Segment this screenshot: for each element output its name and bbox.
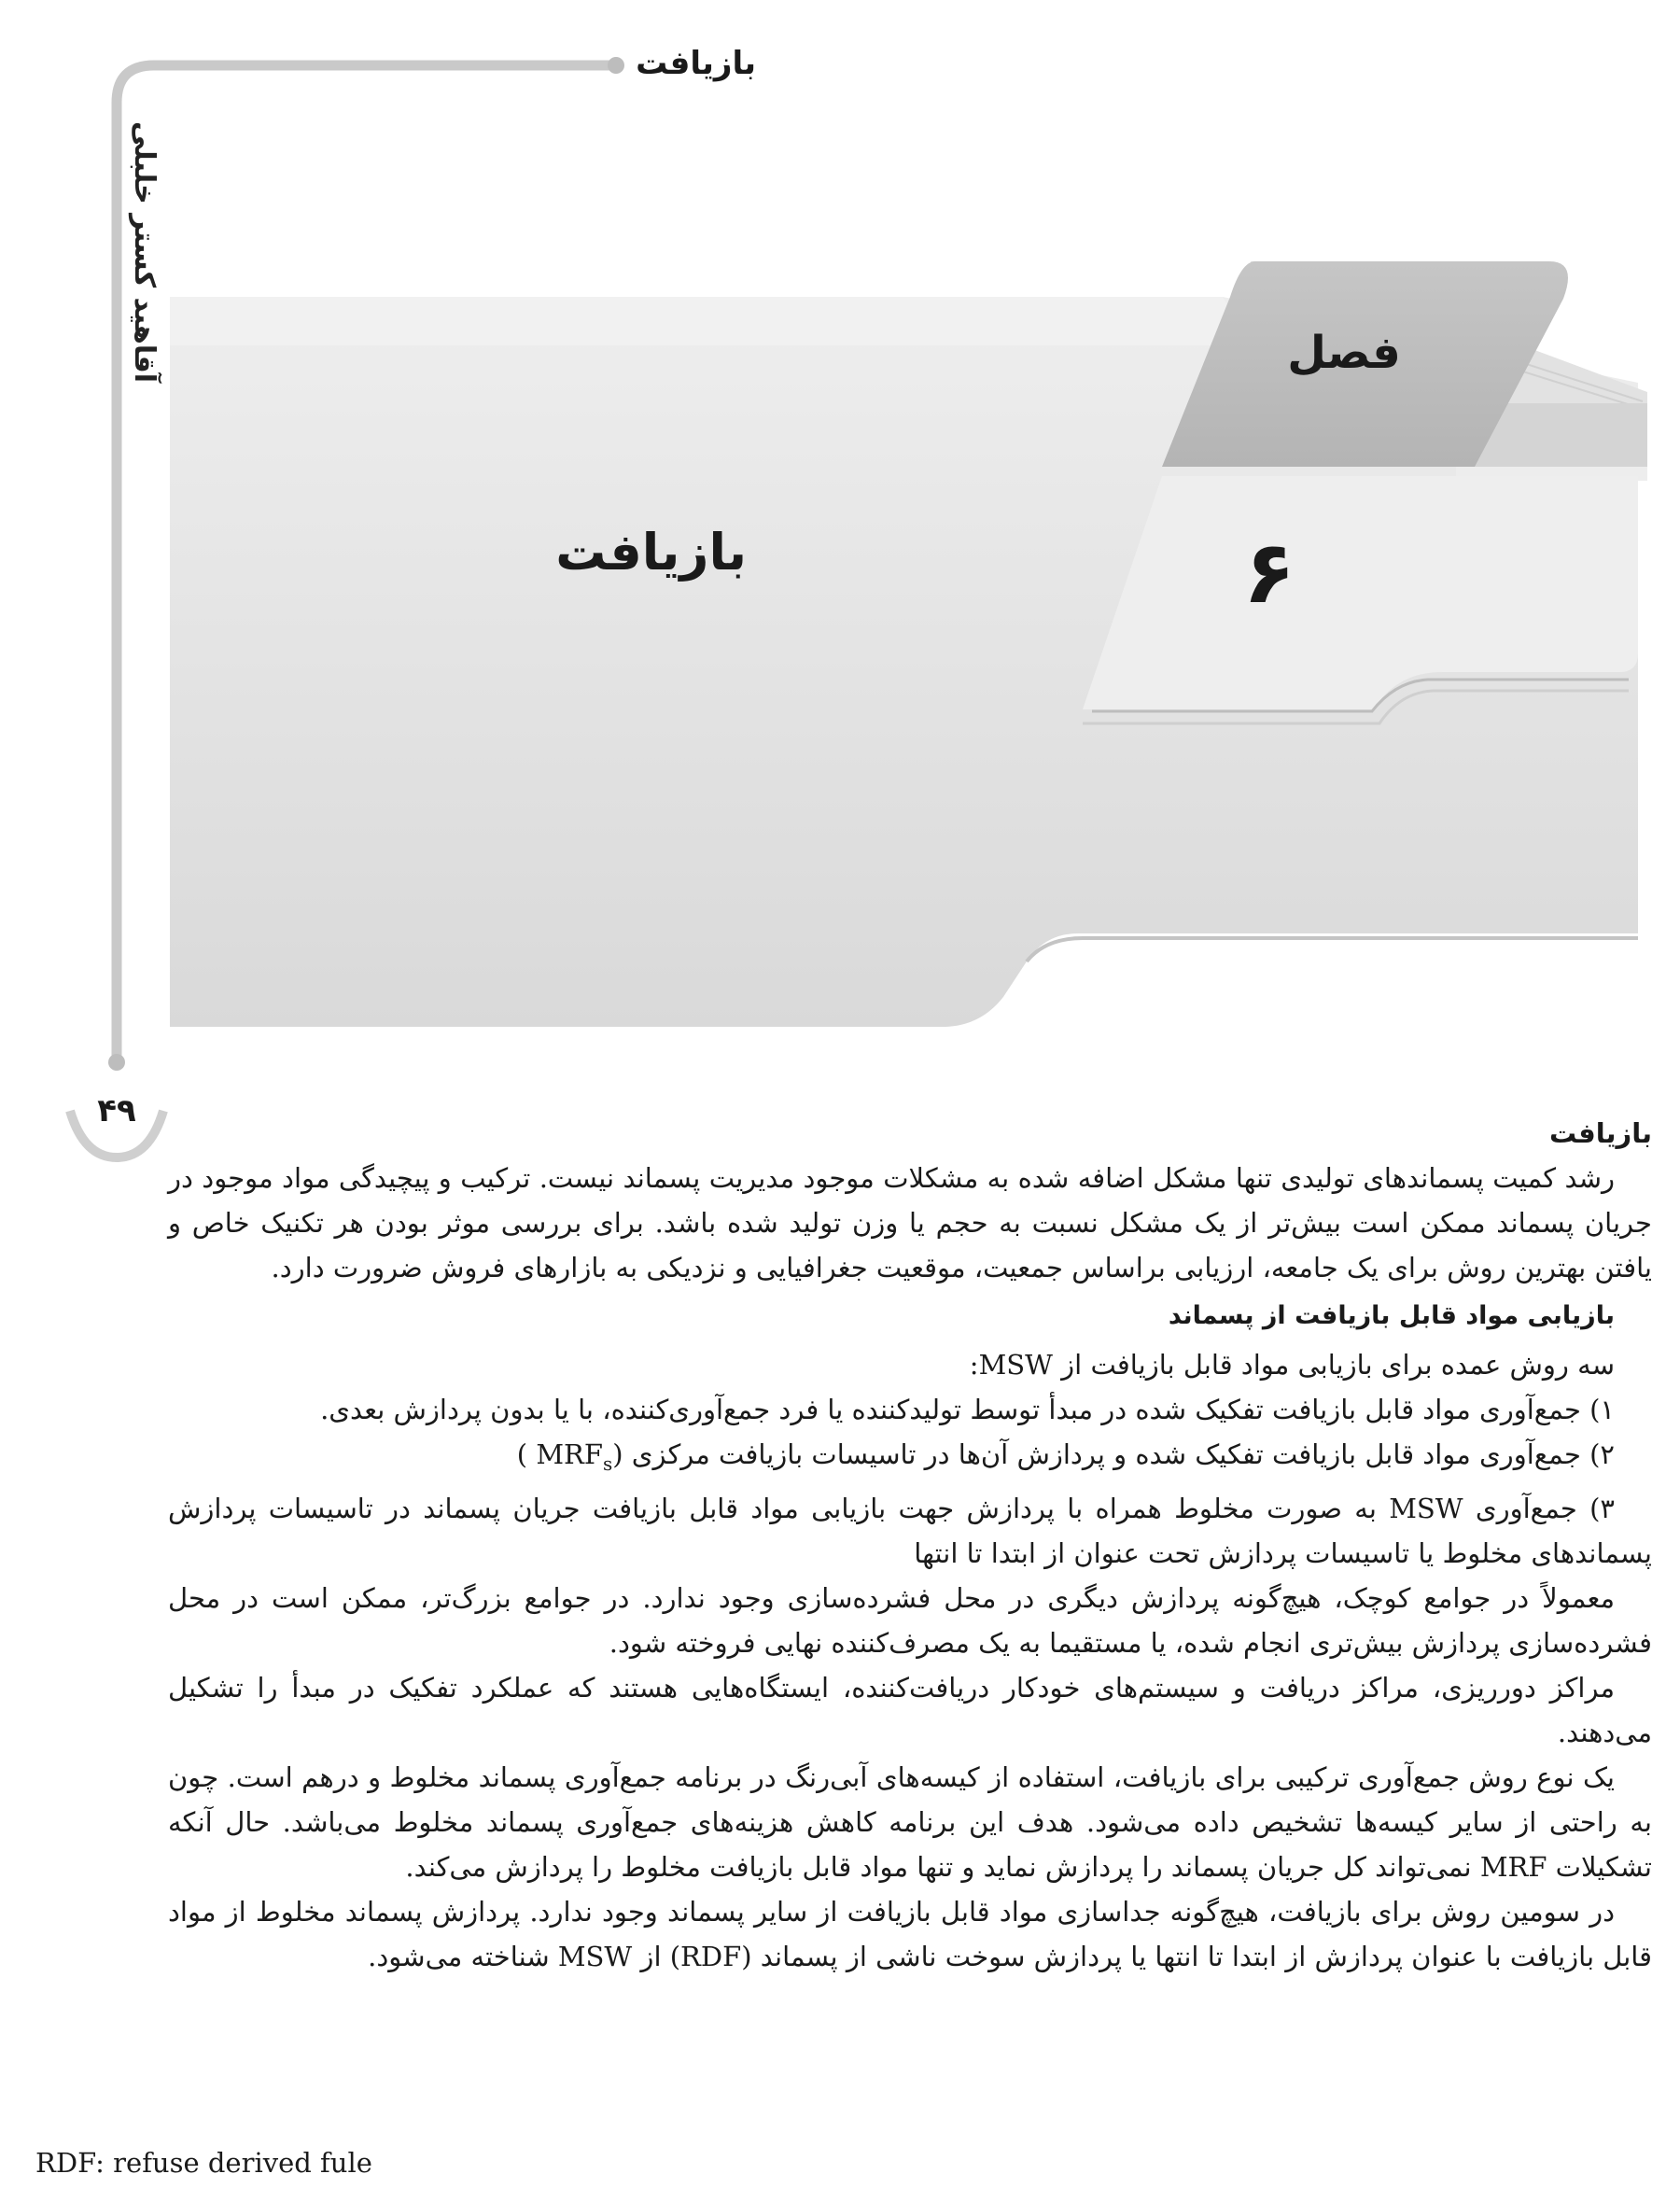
paragraph-third-method: در سومین روش برای بازیافت، هیچ‌گونه جداسازی مواد قابل بازیافت از سایر پسماند وجود ندارد. پردازش پسماند مخلوط از مواد قابل بازیافت با عنوان پردازش از ابتدا تا انتها یا پردازش سوخت ناشی از پسماند (RDF) از MSW شناخته می‌شود. xyxy=(168,1895,1652,1972)
list-item-1: ۱) جمع‌آوری مواد قابل بازیافت تفکیک شده در مبدأ توسط تولیدکننده یا فرد جمع‌آوری‌کننده، با یا بدون پردازش بعدی. xyxy=(320,1394,1615,1425)
running-title: بازیافت xyxy=(636,45,756,82)
paragraph-small-communities: معمولاً در جوامع کوچک، هیچ‌گونه پردازش دیگری در محل فشرده‌سازی وجود ندارد. در جوامع بزرگ‌تر، ممکن است در محل فشرده‌سازی پردازش بیش‌تری انجام شده، یا مستقیما به یک مصرف‌کننده نهایی فروخته شود. xyxy=(168,1581,1652,1659)
paragraph-blue-bags: یک نوع روش جمع‌آوری ترکیبی برای بازیافت، استفاده از کیسه‌های آبی‌رنگ در برنامه جمع‌آوری پسماند مخلوط و درهم است. چون به راحتی از سایر کیسه‌ها تشخیص داده می‌شود. هدف این برنامه کاهش هزینه‌های جمع‌آوری پسماند مخلوط می‌باشد. حال آنکه تشکیلات MRF نمی‌تواند کل جریان پسماند را پردازش نماید و تنها مواد قابل بازیافت مخلوط را پردازش می‌کند. xyxy=(168,1760,1652,1883)
chapter-number: ۶ xyxy=(1242,523,1296,623)
paragraph-drop-off-centers: مراکز دورریزی، مراکز دریافت و سیستم‌های خودکار دریافت‌کننده، ایستگاه‌هایی هستند که عملکرد تفکیک در مبدأ را تشکیل می‌دهند. xyxy=(168,1671,1652,1748)
footnote: RDF: refuse derived fule xyxy=(35,2147,372,2179)
page-number: ۴۹ xyxy=(97,1092,136,1129)
paragraph-intro: رشد کمیت پسماندهای تولیدی تنها مشکل اضافه شده به مشکلات موجود مدیریت پسماند نیست. ترکیب و پیچیدگی مواد موجود در جریان پسماند ممکن است بیش‌تر از یک مشکل نسبت به حجم یا وزن تولید شده باشد. برای بررسی موثر بودن هر تکنیک خاص و یافتن بهترین روش برای یک جامعه، ارزیابی براساس جمعیت، موقعیت جغرافیایی و نزدیکی به بازارهای فروش ضرورت دارد. xyxy=(168,1162,1652,1283)
side-vertical-text: آقاهید کستر خلبلی xyxy=(128,121,161,384)
chapter-title: بازیافت xyxy=(555,523,747,582)
body-text xyxy=(168,1111,1652,1979)
list-item-2-end: ) xyxy=(516,1438,528,1470)
methods-intro: سه روش عمده برای بازیابی مواد قابل بازیافت از MSW: xyxy=(969,1349,1615,1381)
mrf-abbrev: MRF xyxy=(536,1438,603,1470)
list-item-2 xyxy=(168,1432,1652,1486)
subsection-heading: بازیابی مواد قابل بازیافت از پسماند xyxy=(1168,1301,1615,1330)
section-heading: بازیافت xyxy=(1549,1117,1652,1149)
mrf-subscript: s xyxy=(603,1452,613,1475)
chapter-label: فصل xyxy=(1287,327,1401,379)
list-item-3: ۳) جمع‌آوری MSW به صورت مخلوط همراه با پردازش جهت بازیابی مواد قابل بازیافت جریان پسماند در تاسیسات پردازش پسماندهای مخلوط یا تاسیسات پردازش تحت عنوان از ابتدا تا انتها xyxy=(168,1492,1652,1569)
list-item-2-text: ۲) جمع‌آوری مواد قابل بازیافت تفکیک شده و پردازش آن‌ها در تاسیسات بازیافت مرکزی ( xyxy=(612,1438,1615,1470)
